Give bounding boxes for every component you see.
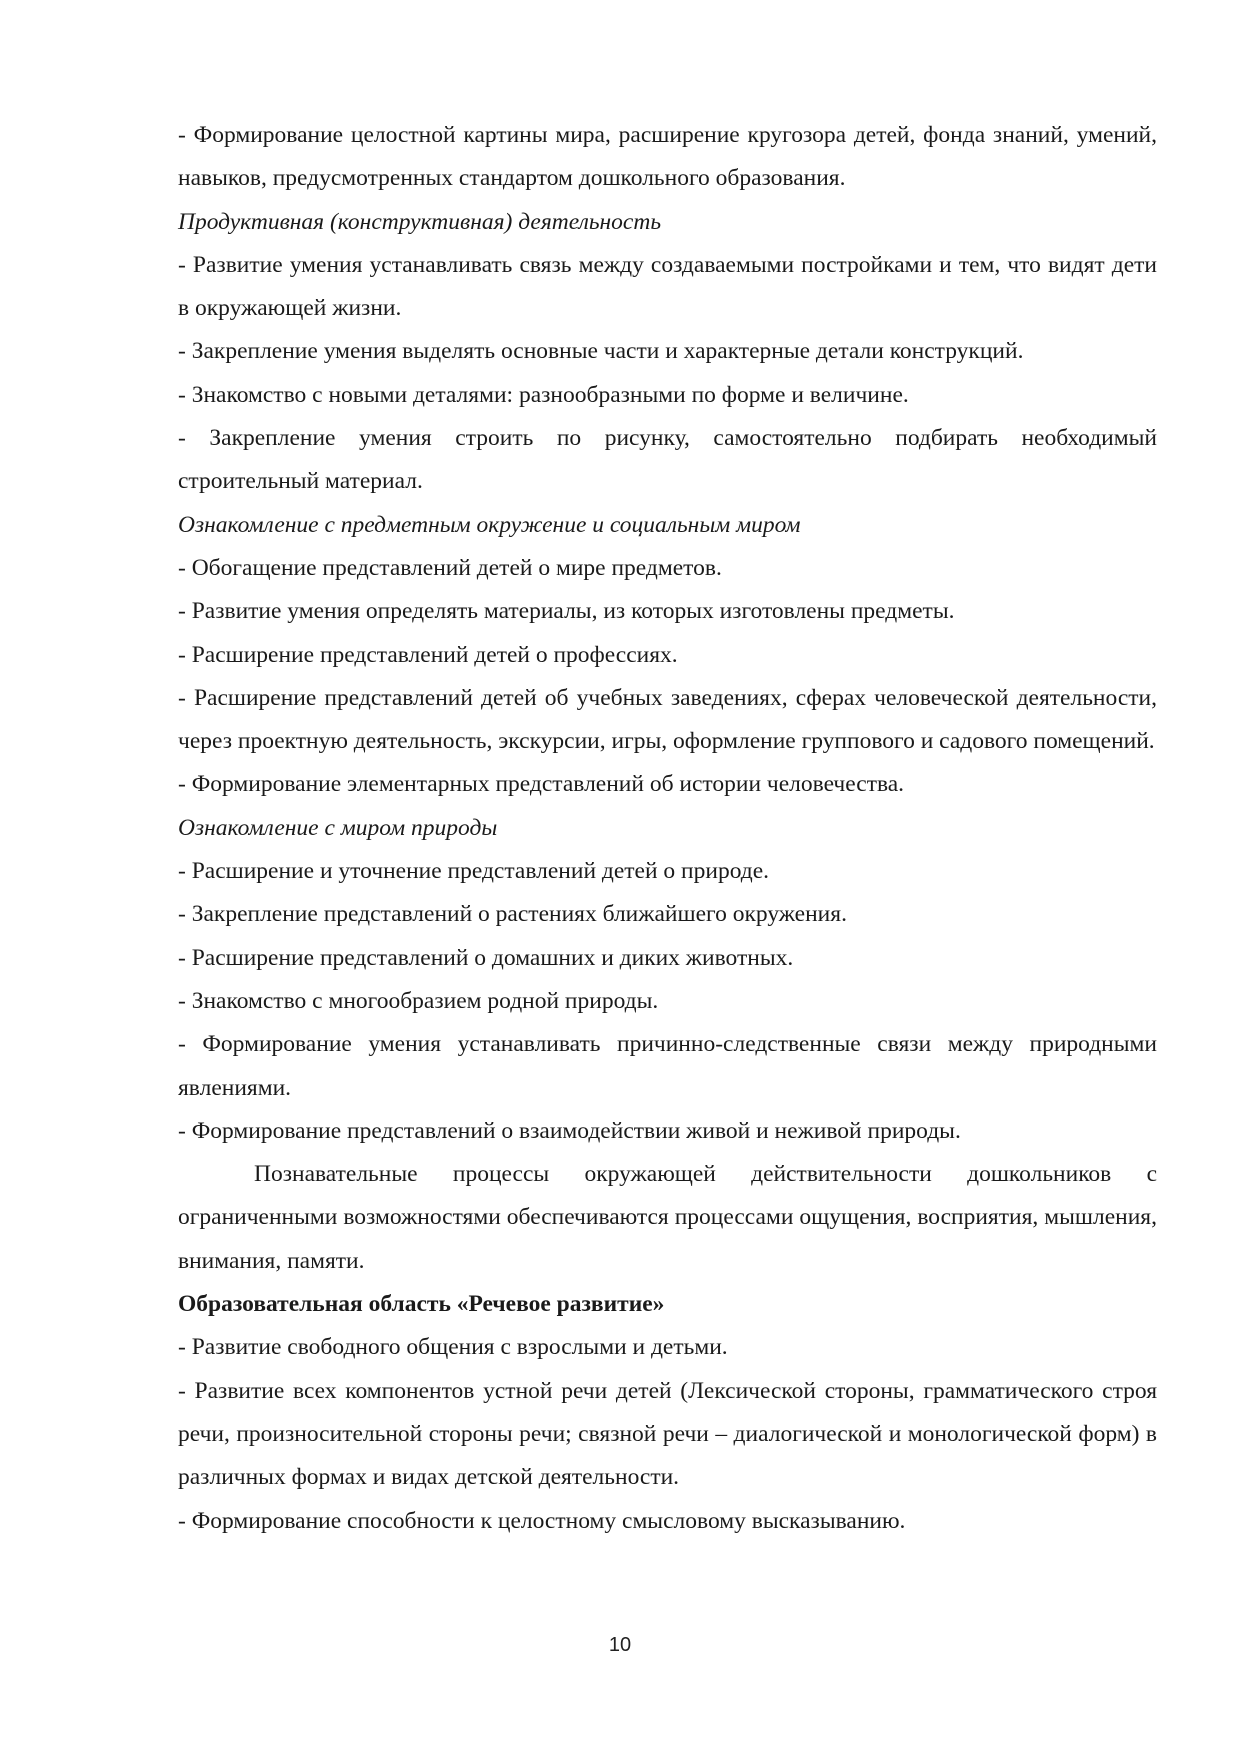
paragraph-history: - Формирование элементарных представлений об истории человечества. <box>178 771 905 798</box>
paragraph-nature-ideas: - Расширение и уточнение представлений детей о природе. <box>178 858 770 885</box>
paragraph-world-picture: - Формирование целостной картины мира, расширение кругозора детей, фонда знаний, умений, навыков, предусмотренных стандартом дошкольного образования. <box>178 122 1157 192</box>
paragraph-coherent-statement: - Формирование способности к целостному смысловому высказыванию. <box>178 1507 906 1534</box>
paragraph-animals: - Расширение представлений о домашних и диких животных. <box>178 944 794 971</box>
paragraph-plants: - Закрепление представлений о растениях ближайшего окружения. <box>178 901 847 928</box>
paragraph-materials: - Развитие умения определять материалы, из которых изготовлены предметы. <box>178 598 955 625</box>
section-heading-speech-development: Образовательная область «Речевое развитие» <box>178 1291 665 1318</box>
paragraph-constructions-link: - Развитие умения устанавливать связь между создаваемыми постройками и тем, что видят дети в окружающей жизни. <box>178 251 1157 322</box>
section-heading-social-world: Ознакомление с предметным окружение и социальным миром <box>178 511 801 538</box>
section-heading-nature: Ознакомление с миром природы <box>178 814 498 841</box>
paragraph-cause-effect: - Формирование умения устанавливать причинно-следственные связи между природными явлениями. <box>178 1031 1157 1101</box>
paragraph-build-by-drawing: - Закрепление умения строить по рисунку, самостоятельно подбирать необходимый строительный материал. <box>178 425 1157 495</box>
paragraph-living-nonliving: - Формирование представлений о взаимодействии живой и неживой природы. <box>178 1117 961 1144</box>
page-body <box>178 114 1157 1543</box>
paragraph-objects-world: - Обогащение представлений детей о мире предметов. <box>178 554 722 581</box>
paragraph-professions: - Расширение представлений детей о профессиях. <box>178 641 678 668</box>
paragraph-new-details: - Знакомство с новыми деталями: разнообразными по форме и величине. <box>178 381 909 408</box>
section-heading-productive-activity: Продуктивная (конструктивная) деятельность <box>178 208 662 235</box>
paragraph-construction-parts: - Закрепление умения выделять основные части и характерные детали конструкций. <box>178 338 1024 365</box>
paragraph-oral-speech: - Развитие всех компонентов устной речи детей (Лексической стороны, грамматического строя речи, произносительной стороны речи; связной речи – диалогической и монологической форм) в различных формах и видах детской деятельности. <box>178 1377 1157 1491</box>
paragraph-free-communication: - Развитие свободного общения с взрослыми и детьми. <box>178 1334 728 1361</box>
page-number: 10 <box>608 1634 632 1656</box>
paragraph-educational-institutions: - Расширение представлений детей об учебных заведениях, сферах человеческой деятельности, через проектную деятельность, экскурсии, игры, оформление группового и садового помещений. <box>178 684 1157 755</box>
paragraph-cognitive-processes: Познавательные процессы окружающей действительности дошкольников с ограниченными возможностями обеспечиваются процессами ощущения, восприятия, мышления, внимания, памяти. <box>178 1161 1157 1274</box>
paragraph-native-nature: - Знакомство с многообразием родной природы. <box>178 987 659 1014</box>
